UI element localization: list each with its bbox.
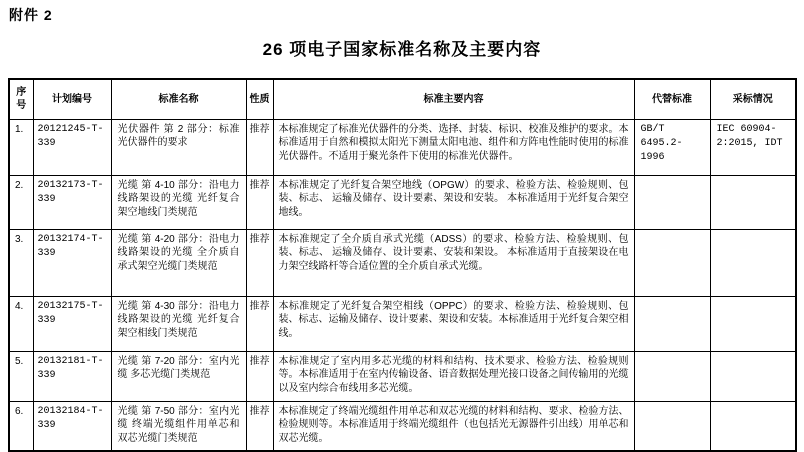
col-header-plan-no: 计划编号 [33, 79, 111, 119]
cell-nature: 推荐 [246, 119, 273, 175]
cell-nature: 推荐 [246, 229, 273, 296]
cell-adoption [710, 401, 796, 451]
cell-adoption [710, 351, 796, 401]
standards-table [8, 78, 797, 452]
table-row [9, 175, 796, 229]
col-header-seq: 序号 [9, 79, 33, 119]
col-header-adoption: 采标情况 [710, 79, 796, 119]
cell-content: 本标准规定了光纤复合架空相线（OPPC）的要求、检验方法、检验规则、包装、标志、运输及储存、设计要素、架设和安装。本标准适用于光纤复合架空相线。 [273, 296, 634, 351]
cell-replaced [634, 229, 710, 296]
cell-adoption: IEC 60904-2:2015, IDT [710, 119, 796, 175]
col-header-content: 标准主要内容 [273, 79, 634, 119]
cell-replaced: GB/T 6495.2-1996 [634, 119, 710, 175]
col-header-replaced: 代替标准 [634, 79, 710, 119]
cell-adoption [710, 229, 796, 296]
cell-nature: 推荐 [246, 296, 273, 351]
attachment-label: 附件 2 [9, 7, 53, 23]
table-row [9, 401, 796, 451]
cell-content: 本标准规定了室内用多芯光缆的材料和结构、技术要求、检验方法、检验规则等。本标准适用于在室内传输设备、语音数据处理光接口设备之间传输用的光缆以及室内综合布线用多芯光缆。 [273, 351, 634, 401]
cell-content: 本标准规定了全介质自承式光缆（ADSS）的要求、检验方法、检验规则、包装、标志、 运输及储存、设计要素、安装和架设。 本标准适用于直接架设在电力架空线路杆等合适位置的全介质自承式光缆。 [273, 229, 634, 296]
cell-seq: 3. [9, 229, 33, 296]
table-header-row [9, 79, 796, 119]
cell-name: 光缆 第 4-10 部分：沿电力线路架设的光缆 光纤复合架空地线门类规范 [111, 175, 246, 229]
cell-plan-no: 20121245-T-339 [33, 119, 111, 175]
cell-plan-no: 20132174-T-339 [33, 229, 111, 296]
cell-seq: 4. [9, 296, 33, 351]
table-row [9, 351, 796, 401]
cell-name: 光伏器件 第 2 部分：标准光伏器件的要求 [111, 119, 246, 175]
cell-nature: 推荐 [246, 401, 273, 451]
table-row [9, 296, 796, 351]
cell-adoption [710, 175, 796, 229]
col-header-nature: 性质 [246, 79, 273, 119]
cell-name: 光缆 第 4-20 部分：沿电力线路架设的光缆 全介质自承式架空光缆门类规范 [111, 229, 246, 296]
col-header-name: 标准名称 [111, 79, 246, 119]
cell-plan-no: 20132181-T-339 [33, 351, 111, 401]
cell-replaced [634, 351, 710, 401]
cell-content: 本标准规定了标准光伏器件的分类、选择、封装、标识、校准及维护的要求。本标准适用于自然和模拟太阳光下测量太阳电池、组件和方阵电性能时使用的标准光伏器件。不适用于聚光条件下使用的标准光伏器件。 [273, 119, 634, 175]
cell-plan-no: 20132175-T-339 [33, 296, 111, 351]
cell-seq: 6. [9, 401, 33, 451]
cell-name: 光缆 第 7-20 部分：室内光缆 多芯光缆门类规范 [111, 351, 246, 401]
cell-plan-no: 20132184-T-339 [33, 401, 111, 451]
cell-name: 光缆 第 4-30 部分：沿电力线路架设的光缆 光纤复合架空相线门类规范 [111, 296, 246, 351]
cell-nature: 推荐 [246, 175, 273, 229]
cell-plan-no: 20132173-T-339 [33, 175, 111, 229]
cell-seq: 1. [9, 119, 33, 175]
cell-content: 本标准规定了光纤复合架空地线（OPGW）的要求、检验方法、检验规则、包装、标志、 运输及储存、设计要素、架设和安装。 本标准适用于光纤复合架空地线。 [273, 175, 634, 229]
cell-adoption [710, 296, 796, 351]
cell-name: 光缆 第 7-50 部分：室内光缆 终端光缆组件用单芯和双芯光缆门类规范 [111, 401, 246, 451]
cell-nature: 推荐 [246, 351, 273, 401]
cell-replaced [634, 401, 710, 451]
cell-replaced [634, 296, 710, 351]
cell-replaced [634, 175, 710, 229]
cell-seq: 5. [9, 351, 33, 401]
table-row [9, 119, 796, 175]
cell-seq: 2. [9, 175, 33, 229]
cell-content: 本标准规定了终端光缆组件用单芯和双芯光缆的材料和结构、要求、检验方法、检验规则等。本标准适用于终端光缆组件（也包括光无源器件引出线）用单芯和双芯光缆。 [273, 401, 634, 451]
page-title: 26 项电子国家标准名称及主要内容 [262, 40, 542, 59]
table-row [9, 229, 796, 296]
